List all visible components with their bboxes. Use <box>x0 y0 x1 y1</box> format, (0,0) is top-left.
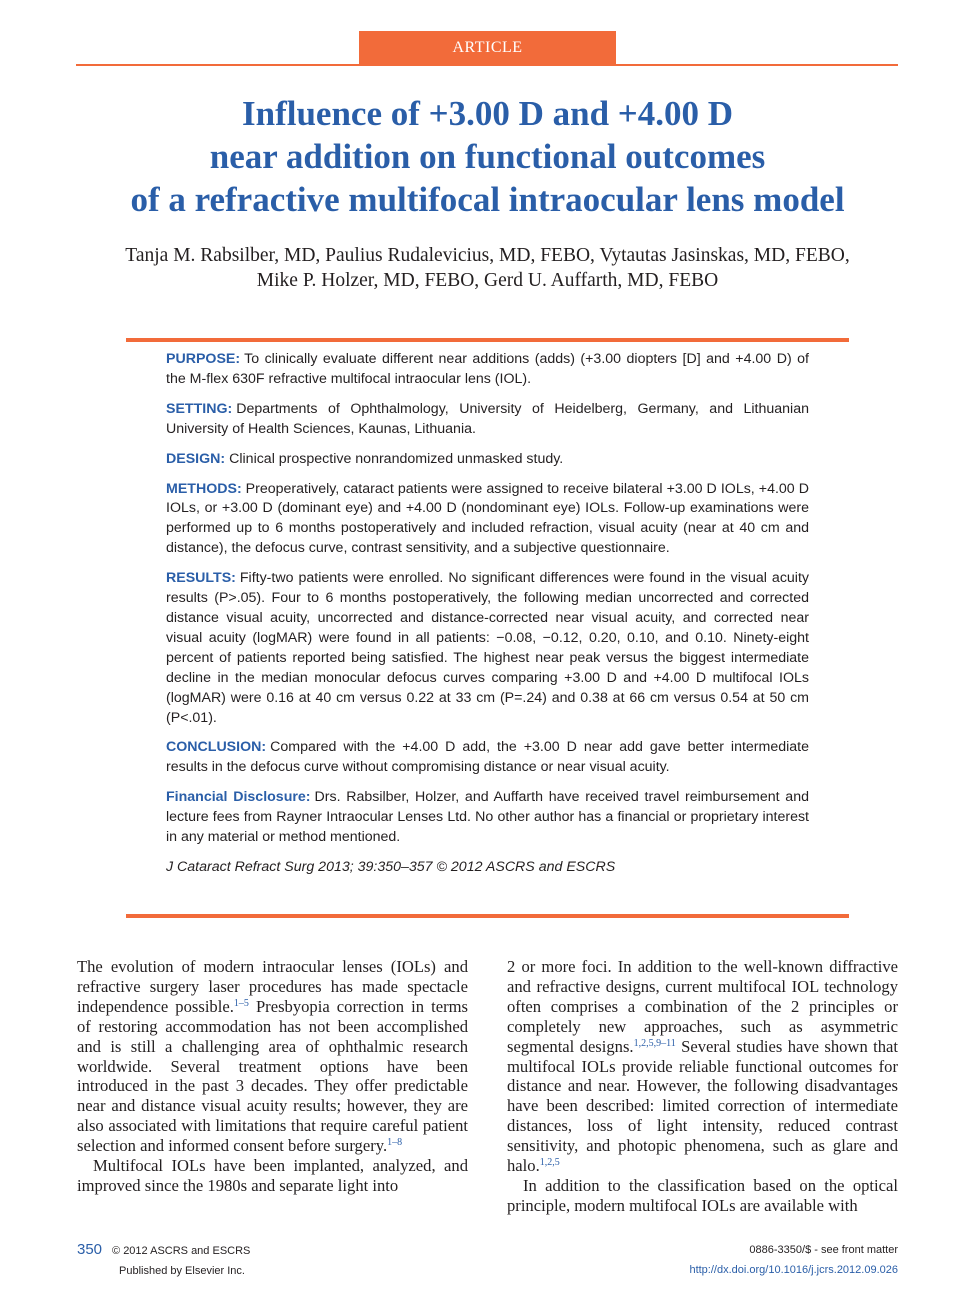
results-label: RESULTS: <box>166 570 236 587</box>
journal-citation: J Cataract Refract Surg 2013; 39:350–357 © 2012 ASCRS and ESCRS <box>166 858 616 875</box>
body-column-left <box>77 957 468 1196</box>
disclosure-text: Drs. Rabsilber, Holzer, and Auffarth have received travel reimbursement and lecture fees from Rayner Intraocular Lenses Ltd. No other author has a financial or proprietary interest in any material or method mentioned. <box>166 789 809 846</box>
setting-text: Departments of Ophthalmology, University of Heidelberg, Germany, and Lithuanian University of Health Sciences, Kaunas, Lithuania. <box>166 400 809 437</box>
publisher-text: Published by Elsevier Inc. <box>119 1265 245 1277</box>
conclusion-label: CONCLUSION: <box>166 739 267 756</box>
methods-label: METHODS: <box>166 480 242 497</box>
abstract-methods <box>166 480 809 560</box>
issn-text: 0886-3350/$ - see front matter <box>749 1244 898 1256</box>
conclusion-text: Compared with the +4.00 D add, the +3.00 D near add gave better intermediate results in the defocus curve without compromising distance or near visual acuity. <box>166 739 809 776</box>
disclosure-label: Financial Disclosure: <box>166 789 311 806</box>
footer-copyright-row <box>77 1240 477 1261</box>
abstract-setting <box>166 400 809 440</box>
author-line: Tanja M. Rabsilber, MD, Paulius Rudalevicius, MD, FEBO, Vytautas Jasinskas, MD, FEBO, <box>125 245 850 266</box>
doi-link[interactable]: http://dx.doi.org/10.1016/j.jcrs.2012.09.026 <box>689 1264 898 1276</box>
copyright-text: © 2012 ASCRS and ESCRS <box>112 1245 251 1257</box>
design-label: DESIGN: <box>166 450 226 467</box>
body-text: Several studies have shown that multifocal IOLs provide reliable functional outcomes for distance and near. However, the following disadvantages have been described: limited correction of intermediate distances, loss of light intensity, reduced contrast sensitivity, and photopic phenomena, such as glare and halo. <box>507 1036 898 1176</box>
author-list <box>60 243 915 293</box>
abstract-purpose <box>166 350 809 390</box>
results-text: Fifty-two patients were enrolled. No significant differences were found in the visual acuity results (P>.05). Four to 6 months postoperatively, the following median uncorrected and corrected distance visual acuity, uncorrected and distance-corrected near visual acuity, and corrected near visual acuity (logMAR) were found in all patients: −0.08, −0.12, 0.20, 0.10, and 0.10. Ninety-eight percent of patients reported being satisfied. The highest near peak versus the biggest intermediate decline in the median monocular defocus curves comparing +3.00 D and +4.00 D multifocal IOLs (logMAR) were 0.16 at 40 cm versus 0.22 at 33 cm (P=.24) and 0.38 at 66 cm versus 0.54 at 50 cm (P<.01). <box>166 570 809 726</box>
body-column-right <box>507 957 898 1216</box>
section-tag: ARTICLE <box>359 31 616 65</box>
abstract-disclosure <box>166 788 809 848</box>
header-rule <box>76 64 898 66</box>
page-number: 350 <box>77 1241 103 1258</box>
title-line: of a refractive multifocal intraocular lens model <box>130 180 845 219</box>
body-text: 2 or more foci. In addition to the well-known diffractive and refractive designs, current multifocal IOL technology often comprises a combination of the 2 principles or completely new approaches, such as asymmetric segmental designs. <box>507 957 898 1056</box>
abstract-results <box>166 569 809 728</box>
title-line: Influence of +3.00 D and +4.00 D <box>241 94 734 133</box>
abstract-bottom-rule <box>126 914 849 918</box>
abstract <box>166 350 809 888</box>
abstract-conclusion <box>166 738 809 778</box>
footer-right <box>598 1240 898 1280</box>
reference-link[interactable]: 1,2,5 <box>539 1157 560 1169</box>
reference-link[interactable]: 1–5 <box>233 997 249 1009</box>
setting-label: SETTING: <box>166 400 233 417</box>
body-paragraph: Multifocal IOLs have been implanted, analyzed, and improved since the 1980s and separate light into <box>77 1156 468 1195</box>
abstract-top-rule <box>126 338 849 342</box>
body-text: The evolution of modern intraocular lenses (IOLs) and refractive surgery laser procedures has made spectacle independence possible. <box>77 957 468 1016</box>
title-line: near addition on functional outcomes <box>209 137 766 176</box>
body-paragraph <box>77 957 468 1156</box>
body-paragraph <box>507 957 898 1176</box>
body-paragraph: In addition to the classification based on the optical principle, modern multifocal IOLs are available with <box>507 1175 898 1215</box>
purpose-text: To clinically evaluate different near additions (adds) (+3.00 diopters [D] and +4.00 D) of the M-flex 630F refractive multifocal intraocular lens (IOL). <box>166 351 809 387</box>
reference-link[interactable]: 1,2,5,9–11 <box>633 1037 676 1049</box>
reference-link[interactable]: 1–8 <box>387 1137 403 1149</box>
article-title <box>60 92 915 221</box>
author-line: Mike P. Holzer, MD, FEBO, Gerd U. Auffarth, MD, FEBO <box>256 270 719 291</box>
design-text: Clinical prospective nonrandomized unmasked study. <box>229 450 564 467</box>
body-text: Presbyopia correction in terms of restoring accommodation has not been accomplished and is still a challenging area of ophthalmic research worldwide. Several treatment options have been introduced in the past 3 decades. They offer predictable near and distance visual acuity results; however, they are also associated with limitations that require careful patient selection and informed consent before surgery. <box>77 996 468 1156</box>
abstract-design <box>166 450 809 470</box>
purpose-label: PURPOSE: <box>166 351 241 367</box>
methods-text: Preoperatively, cataract patients were assigned to receive bilateral +3.00 D IOLs, +4.00 D IOLs, or +3.00 D (dominant eye) and +4.00 D (nondominant eye) IOLs. Follow-up examinations were performed up to 6 months postoperatively and included refraction, visual acuity (near at 40 cm and distance), the defocus curve, contrast sensitivity, and a subjective questionnaire. <box>166 480 809 557</box>
footer-left <box>77 1240 477 1281</box>
